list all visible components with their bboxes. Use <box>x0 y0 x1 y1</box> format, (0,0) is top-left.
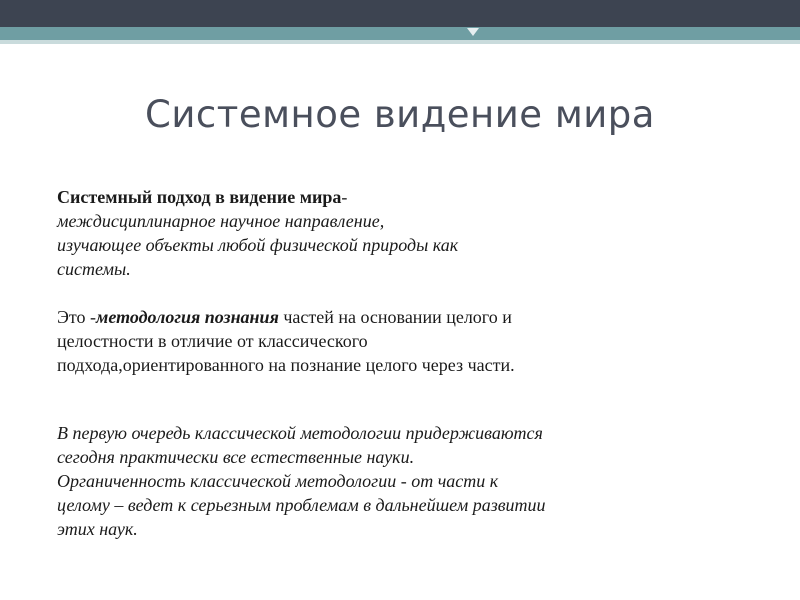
paragraph-2-emphasis: методология познания <box>96 307 279 327</box>
paragraph-1-line-2: изучающее объекты любой физической природы как <box>57 235 459 255</box>
paragraph-1-heading-line <box>57 185 757 209</box>
paragraph-1-line-3: системы. <box>57 259 131 279</box>
paragraph-2-line-2: целостности в отличие от классического <box>57 331 368 351</box>
triangle-marker-icon <box>467 28 479 36</box>
slide-title: Системное видение мира <box>145 93 655 136</box>
header-bar-teal <box>0 27 800 40</box>
paragraph-2-line-1-rest: частей на основании целого и <box>278 307 512 327</box>
paragraph-3-line-5: этих наук. <box>57 519 138 539</box>
paragraph-1-line-1: междисциплинарное научное направление, <box>57 211 385 231</box>
header-bar-line <box>0 40 800 44</box>
slide-body <box>57 185 757 541</box>
paragraph-1-dash: - <box>341 187 348 207</box>
paragraph-1-heading: Системный подход в видение мира <box>57 187 342 207</box>
spacer <box>57 377 757 421</box>
paragraph-2-line-3: подхода,ориентированного на познание целого через части. <box>57 355 515 375</box>
spacer <box>57 281 757 305</box>
paragraph-3-line-4: целому – ведет к серьезным проблемам в дальнейшем развитии <box>57 495 546 515</box>
paragraph-2-line-1 <box>57 305 757 329</box>
paragraph-3-line-1: В первую очередь классической методологии придерживаются <box>57 423 543 443</box>
paragraph-2-prefix: Это - <box>57 307 97 327</box>
paragraph-3-line-3: Органиченность классической методологии - от части к <box>57 471 499 491</box>
header-bar-dark <box>0 0 800 27</box>
paragraph-3-line-2: сегодня практически все естественные науки. <box>57 447 415 467</box>
